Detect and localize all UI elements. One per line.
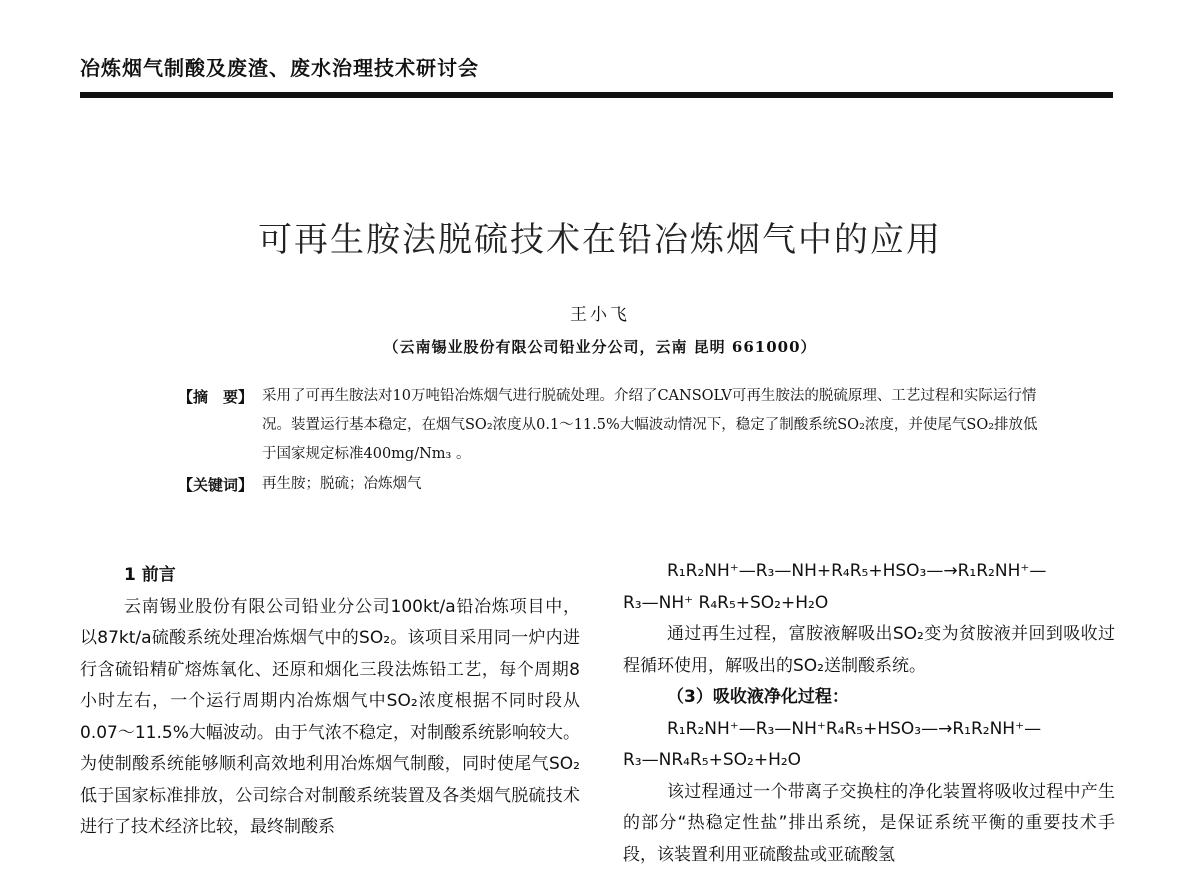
author: 王小飞	[0, 300, 1200, 325]
formula-regeneration	[623, 556, 1115, 619]
abstract-text: 采用了可再生胺法对10万吨铅冶炼烟气进行脱硫处理。介绍了CANSOLV可再生胺法的脱硫原理、工艺过程和实际运行情况。装置运行基本稳定，在烟气SO₂浓度从0.1～11.5%大幅波动情况下，稳定了制酸系统SO₂浓度，并使尾气SO₂排放低于国家规定标准400mg/Nm₃ 。	[262, 382, 1042, 469]
formula-line: R₁R₂NH⁺—R₃—NH⁺R₄R₅+HSO₃—→R₁R₂NH⁺—	[623, 714, 1115, 746]
formula-line: R₃—NR₄R₅+SO₂+H₂O	[623, 745, 1115, 777]
formula-line: R₁R₂NH⁺—R₃—NH+R₄R₅+HSO₃—→R₁R₂NH⁺—	[623, 556, 1115, 588]
header-rule	[80, 92, 1113, 98]
right-column	[623, 556, 1115, 871]
subheading-purification: （3）吸收液净化过程：	[623, 682, 1115, 714]
paper-title: 可再生胺法脱硫技术在铅冶炼烟气中的应用	[0, 212, 1200, 261]
affiliation: （云南锡业股份有限公司铅业分公司，云南 昆明 661000）	[0, 336, 1200, 357]
formula-line: R₃—NH⁺ R₄R₅+SO₂+H₂O	[623, 588, 1115, 620]
section-heading: 1 前言	[80, 560, 580, 592]
left-column	[80, 560, 580, 844]
purification-paragraph: 该过程通过一个带离子交换柱的净化装置将吸收过程中产生的部分“热稳定性盐”排出系统，是保证系统平衡的重要技术手段，该装置利用亚硫酸盐或亚硫酸氢	[623, 777, 1115, 871]
keywords-text: 再生胺；脱硫；冶炼烟气	[262, 472, 422, 493]
keywords-label: 【关键词】	[178, 474, 253, 495]
regeneration-paragraph: 通过再生过程，富胺液解吸出SO₂变为贫胺液并回到吸收过程循环使用，解吸出的SO₂送制酸系统。	[623, 619, 1115, 682]
intro-paragraph: 云南锡业股份有限公司铅业分公司100kt/a铅冶炼项目中，以87kt/a硫酸系统处理冶炼烟气中的SO₂。该项目采用同一炉内进行含硫铅精矿熔炼氧化、还原和烟化三段法炼铅工艺，每个周期8小时左右，一个运行周期内冶炼烟气中SO₂浓度根据不同时段从0.07～11.5%大幅波动。由于气浓不稳定，对制酸系统影响较大。为使制酸系统能够顺利高效地利用冶炼烟气制酸，同时使尾气SO₂低于国家标准排放，公司综合对制酸系统装置及各类烟气脱硫技术进行了技术经济比较，最终制酸系	[80, 592, 580, 844]
conference-header: 冶炼烟气制酸及废渣、废水治理技术研讨会	[80, 52, 479, 81]
abstract-label: 【摘 要】	[178, 386, 253, 407]
formula-purification	[623, 714, 1115, 777]
